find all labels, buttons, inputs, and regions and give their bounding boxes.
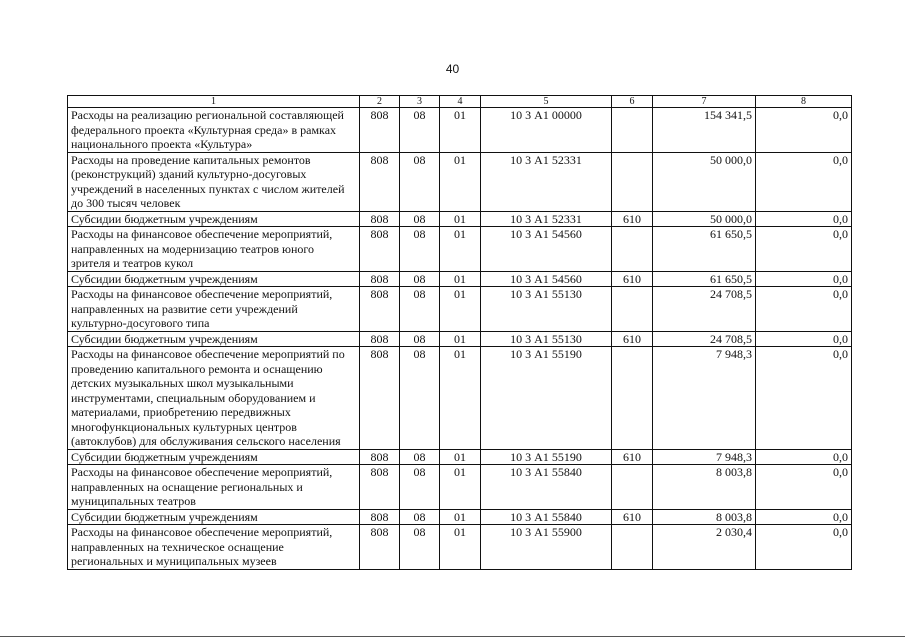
section-code-cell: 08 (400, 211, 440, 227)
subsection-code-cell: 01 (440, 509, 481, 525)
expense-type-cell: 610 (612, 331, 653, 347)
target-article-cell: 10 3 А1 00000 (481, 108, 612, 153)
amount-cell: 8 003,8 (653, 509, 756, 525)
ministry-code-cell: 808 (360, 347, 400, 450)
header-row (68, 96, 852, 108)
target-article-cell: 10 3 А1 55900 (481, 525, 612, 570)
amount-cell: 24 708,5 (653, 331, 756, 347)
amount-cell: 2 030,4 (653, 525, 756, 570)
table-row (68, 108, 852, 153)
amount-cell: 50 000,0 (653, 152, 756, 211)
ministry-code-cell: 808 (360, 271, 400, 287)
table-row (68, 287, 852, 332)
row-name-cell: Субсидии бюджетным учреждениям (68, 449, 360, 465)
row-name-cell: Расходы на финансовое обеспечение мероприятий, направленных на модернизацию театров юного зрителя и театров кукол (68, 227, 360, 272)
column-header: 5 (481, 96, 612, 108)
row-name-cell: Субсидии бюджетным учреждениям (68, 509, 360, 525)
target-article-cell: 10 3 А1 55190 (481, 449, 612, 465)
subsection-code-cell: 01 (440, 465, 481, 510)
section-code-cell: 08 (400, 227, 440, 272)
subsection-code-cell: 01 (440, 227, 481, 272)
target-article-cell: 10 3 А1 55840 (481, 509, 612, 525)
expense-type-cell: 610 (612, 271, 653, 287)
ministry-code-cell: 808 (360, 211, 400, 227)
subsection-code-cell: 01 (440, 108, 481, 153)
amount-secondary-cell: 0,0 (756, 331, 852, 347)
target-article-cell: 10 3 А1 55190 (481, 347, 612, 450)
column-header: 7 (653, 96, 756, 108)
row-name-cell: Расходы на финансовое обеспечение мероприятий по проведению капитального ремонта и оснащению детских музыкальных школ музыкальными инструментами, специальным оборудованием и материалами, приобретению передвижных многофункциональных культурных центров (автоклубов) для обслуживания сельского населения (68, 347, 360, 450)
row-name-cell: Субсидии бюджетным учреждениям (68, 271, 360, 287)
column-header: 2 (360, 96, 400, 108)
row-name-cell: Расходы на проведение капитальных ремонтов (реконструкций) зданий культурно-досуговых учреждений в населенных пунктах с числом жителей до 300 тысяч человек (68, 152, 360, 211)
ministry-code-cell: 808 (360, 287, 400, 332)
amount-secondary-cell: 0,0 (756, 108, 852, 153)
amount-cell: 8 003,8 (653, 465, 756, 510)
amount-secondary-cell: 0,0 (756, 227, 852, 272)
section-code-cell: 08 (400, 525, 440, 570)
amount-secondary-cell: 0,0 (756, 525, 852, 570)
row-name-cell: Расходы на финансовое обеспечение мероприятий, направленных на развитие сети учреждений культурно-досугового типа (68, 287, 360, 332)
table-row (68, 525, 852, 570)
subsection-code-cell: 01 (440, 211, 481, 227)
target-article-cell: 10 3 А1 52331 (481, 152, 612, 211)
ministry-code-cell: 808 (360, 465, 400, 510)
subsection-code-cell: 01 (440, 449, 481, 465)
table-row (68, 465, 852, 510)
ministry-code-cell: 808 (360, 449, 400, 465)
target-article-cell: 10 3 А1 55130 (481, 331, 612, 347)
target-article-cell: 10 3 А1 52331 (481, 211, 612, 227)
row-name-cell: Расходы на финансовое обеспечение мероприятий, направленных на оснащение региональных и муниципальных театров (68, 465, 360, 510)
page-bottom-rule (0, 636, 905, 637)
section-code-cell: 08 (400, 465, 440, 510)
subsection-code-cell: 01 (440, 525, 481, 570)
section-code-cell: 08 (400, 152, 440, 211)
table-row (68, 227, 852, 272)
column-header: 6 (612, 96, 653, 108)
section-code-cell: 08 (400, 509, 440, 525)
ministry-code-cell: 808 (360, 227, 400, 272)
ministry-code-cell: 808 (360, 152, 400, 211)
subsection-code-cell: 01 (440, 331, 481, 347)
table-row (68, 331, 852, 347)
expense-type-cell (612, 287, 653, 332)
target-article-cell: 10 3 А1 55840 (481, 465, 612, 510)
amount-cell: 61 650,5 (653, 227, 756, 272)
ministry-code-cell: 808 (360, 509, 400, 525)
amount-cell: 61 650,5 (653, 271, 756, 287)
column-header: 3 (400, 96, 440, 108)
amount-secondary-cell: 0,0 (756, 152, 852, 211)
amount-secondary-cell: 0,0 (756, 509, 852, 525)
budget-table (67, 95, 852, 570)
amount-secondary-cell: 0,0 (756, 287, 852, 332)
section-code-cell: 08 (400, 108, 440, 153)
subsection-code-cell: 01 (440, 287, 481, 332)
amount-secondary-cell: 0,0 (756, 347, 852, 450)
row-name-cell: Субсидии бюджетным учреждениям (68, 211, 360, 227)
column-header: 4 (440, 96, 481, 108)
row-name-cell: Субсидии бюджетным учреждениям (68, 331, 360, 347)
ministry-code-cell: 808 (360, 525, 400, 570)
expense-type-cell (612, 152, 653, 211)
section-code-cell: 08 (400, 287, 440, 332)
expense-type-cell: 610 (612, 449, 653, 465)
amount-cell: 154 341,5 (653, 108, 756, 153)
section-code-cell: 08 (400, 347, 440, 450)
section-code-cell: 08 (400, 331, 440, 347)
expense-type-cell (612, 465, 653, 510)
row-name-cell: Расходы на финансовое обеспечение мероприятий, направленных на техническое оснащение региональных и муниципальных музеев (68, 525, 360, 570)
table-row (68, 509, 852, 525)
expense-type-cell (612, 525, 653, 570)
subsection-code-cell: 01 (440, 271, 481, 287)
row-name-cell: Расходы на реализацию региональной составляющей федерального проекта «Культурная среда» в рамках национального проекта «Культура» (68, 108, 360, 153)
expense-type-cell (612, 227, 653, 272)
section-code-cell: 08 (400, 449, 440, 465)
expense-type-cell (612, 347, 653, 450)
amount-secondary-cell: 0,0 (756, 211, 852, 227)
amount-cell: 7 948,3 (653, 449, 756, 465)
subsection-code-cell: 01 (440, 152, 481, 211)
ministry-code-cell: 808 (360, 331, 400, 347)
expense-type-cell (612, 108, 653, 153)
amount-secondary-cell: 0,0 (756, 465, 852, 510)
table-row (68, 152, 852, 211)
table-row (68, 271, 852, 287)
amount-cell: 7 948,3 (653, 347, 756, 450)
column-header: 1 (68, 96, 360, 108)
table-row (68, 211, 852, 227)
table-body (68, 96, 852, 570)
amount-cell: 24 708,5 (653, 287, 756, 332)
amount-secondary-cell: 0,0 (756, 449, 852, 465)
target-article-cell: 10 3 А1 54560 (481, 227, 612, 272)
table-row (68, 449, 852, 465)
ministry-code-cell: 808 (360, 108, 400, 153)
section-code-cell: 08 (400, 271, 440, 287)
table-row (68, 347, 852, 450)
amount-cell: 50 000,0 (653, 211, 756, 227)
target-article-cell: 10 3 А1 54560 (481, 271, 612, 287)
expense-type-cell: 610 (612, 509, 653, 525)
expense-type-cell: 610 (612, 211, 653, 227)
subsection-code-cell: 01 (440, 347, 481, 450)
amount-secondary-cell: 0,0 (756, 271, 852, 287)
page-number: 40 (445, 62, 460, 76)
column-header: 8 (756, 96, 852, 108)
target-article-cell: 10 3 А1 55130 (481, 287, 612, 332)
